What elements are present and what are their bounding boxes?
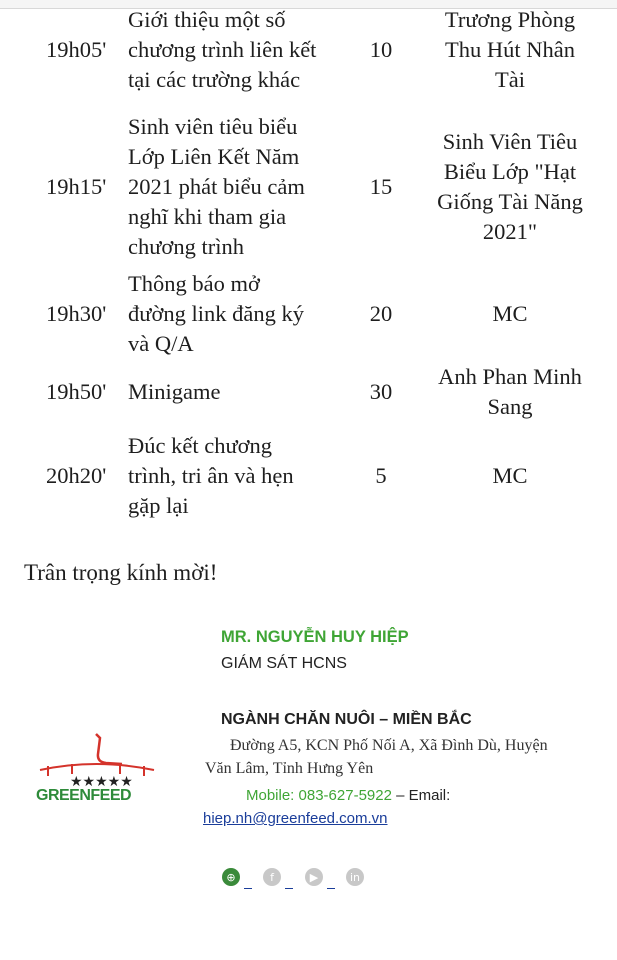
- linkedin-icon[interactable]: in: [346, 868, 364, 886]
- schedule-duration: 15: [369, 174, 393, 199]
- logo-wordmark: [36, 787, 131, 805]
- schedule-presenter: [410, 127, 610, 247]
- schedule-time: 19h15': [46, 174, 107, 199]
- schedule-activity: [128, 112, 356, 262]
- signature-mobile: Mobile: 083-627-5922: [246, 787, 392, 804]
- schedule-presenter: [410, 5, 610, 95]
- schedule-presenter: [410, 461, 610, 491]
- schedule-activity-line: Lớp Liên Kết Năm: [128, 144, 300, 169]
- schedule-activity-line: trình, tri ân và hẹn: [128, 463, 294, 488]
- signature-email-link[interactable]: hiep.nh@greenfeed.com.vn: [203, 810, 388, 827]
- logo-stars: ★★★★★: [70, 774, 133, 790]
- schedule-time: 19h05': [46, 37, 107, 62]
- schedule-presenter-line: Tài: [495, 67, 525, 92]
- schedule-presenter-line: Sinh Viên Tiêu: [442, 129, 578, 154]
- schedule-presenter-line: MC: [492, 301, 528, 326]
- schedule-presenter-line: Anh Phan Minh: [438, 364, 582, 389]
- schedule-duration: 20: [369, 301, 393, 326]
- schedule-presenter: [410, 362, 610, 422]
- schedule-presenter: [410, 299, 610, 329]
- facebook-icon[interactable]: f: [263, 868, 281, 886]
- schedule-presenter-line: Trương Phòng: [444, 7, 576, 32]
- schedule-time: 19h30': [46, 301, 107, 326]
- signature-email-label: – Email:: [391, 787, 451, 804]
- schedule-presenter-line: Giống Tài Năng: [437, 189, 583, 214]
- schedule-activity-line: tại các trường khác: [128, 67, 301, 92]
- schedule-presenter-line: Thu Hút Nhân: [445, 37, 575, 62]
- schedule-presenter-line: MC: [492, 463, 528, 488]
- schedule-row: [0, 362, 617, 422]
- schedule-presenter-line: 2021": [482, 219, 538, 244]
- logo-mark-icon: [36, 732, 158, 790]
- schedule-activity-line: Thông báo mở: [128, 271, 260, 296]
- signature-title: GIÁM SÁT HCNS: [221, 655, 347, 672]
- schedule-activity-line: và Q/A: [128, 331, 194, 356]
- signature-address-line1: Đường A5, KCN Phố Nối A, Xã Đình Dù, Huyện: [230, 737, 548, 754]
- youtube-link-underline: [327, 888, 335, 889]
- schedule-activity: [128, 431, 356, 521]
- website-link-underline: [244, 888, 252, 889]
- schedule-presenter-line: Biểu Lớp "Hạt: [443, 159, 577, 184]
- schedule-duration: 30: [369, 379, 393, 404]
- schedule-activity-line: chương trình: [128, 234, 244, 259]
- schedule-activity-line: Đúc kết chương: [128, 433, 273, 458]
- schedule-activity-line: nghĩ khi tham gia: [128, 204, 287, 229]
- schedule-time: 20h20': [46, 463, 107, 488]
- schedule-duration: 5: [375, 463, 387, 488]
- schedule-activity-line: Giới thiệu một số: [128, 7, 286, 32]
- greeting-text: Trân trọng kính mời!: [24, 560, 218, 585]
- schedule-presenter-line: Sang: [487, 394, 533, 419]
- schedule-duration: 10: [369, 37, 393, 62]
- schedule-activity: [128, 377, 356, 407]
- signature-address-line2: Văn Lâm, Tỉnh Hưng Yên: [205, 760, 374, 777]
- schedule-time: 19h50': [46, 379, 107, 404]
- youtube-icon[interactable]: ▶: [305, 868, 323, 886]
- schedule-row: [0, 112, 617, 262]
- signature-department: NGÀNH CHĂN NUÔI – MIỀN BẮC: [221, 711, 472, 728]
- schedule-activity-line: Minigame: [128, 379, 221, 404]
- schedule-row: [0, 268, 617, 360]
- schedule-activity-line: Sinh viên tiêu biểu: [128, 114, 298, 139]
- greenfeed-logo: [36, 732, 158, 810]
- schedule-activity: [128, 5, 356, 95]
- signature-contact: [246, 787, 450, 804]
- schedule-row: [0, 0, 617, 106]
- schedule-activity: [128, 269, 356, 359]
- schedule-activity-line: 2021 phát biểu cảm: [128, 174, 305, 199]
- schedule-activity-line: gặp lại: [128, 493, 189, 518]
- logo-brand-text: GREENFEED: [36, 787, 132, 804]
- website-icon[interactable]: ⊕: [222, 868, 240, 886]
- schedule-activity-line: chương trình liên kết: [128, 37, 317, 62]
- facebook-link-underline: [285, 888, 293, 889]
- signature-name: MR. NGUYỄN HUY HIỆP: [221, 628, 409, 646]
- schedule-activity-line: đường link đăng ký: [128, 301, 304, 326]
- schedule-row: [0, 426, 617, 526]
